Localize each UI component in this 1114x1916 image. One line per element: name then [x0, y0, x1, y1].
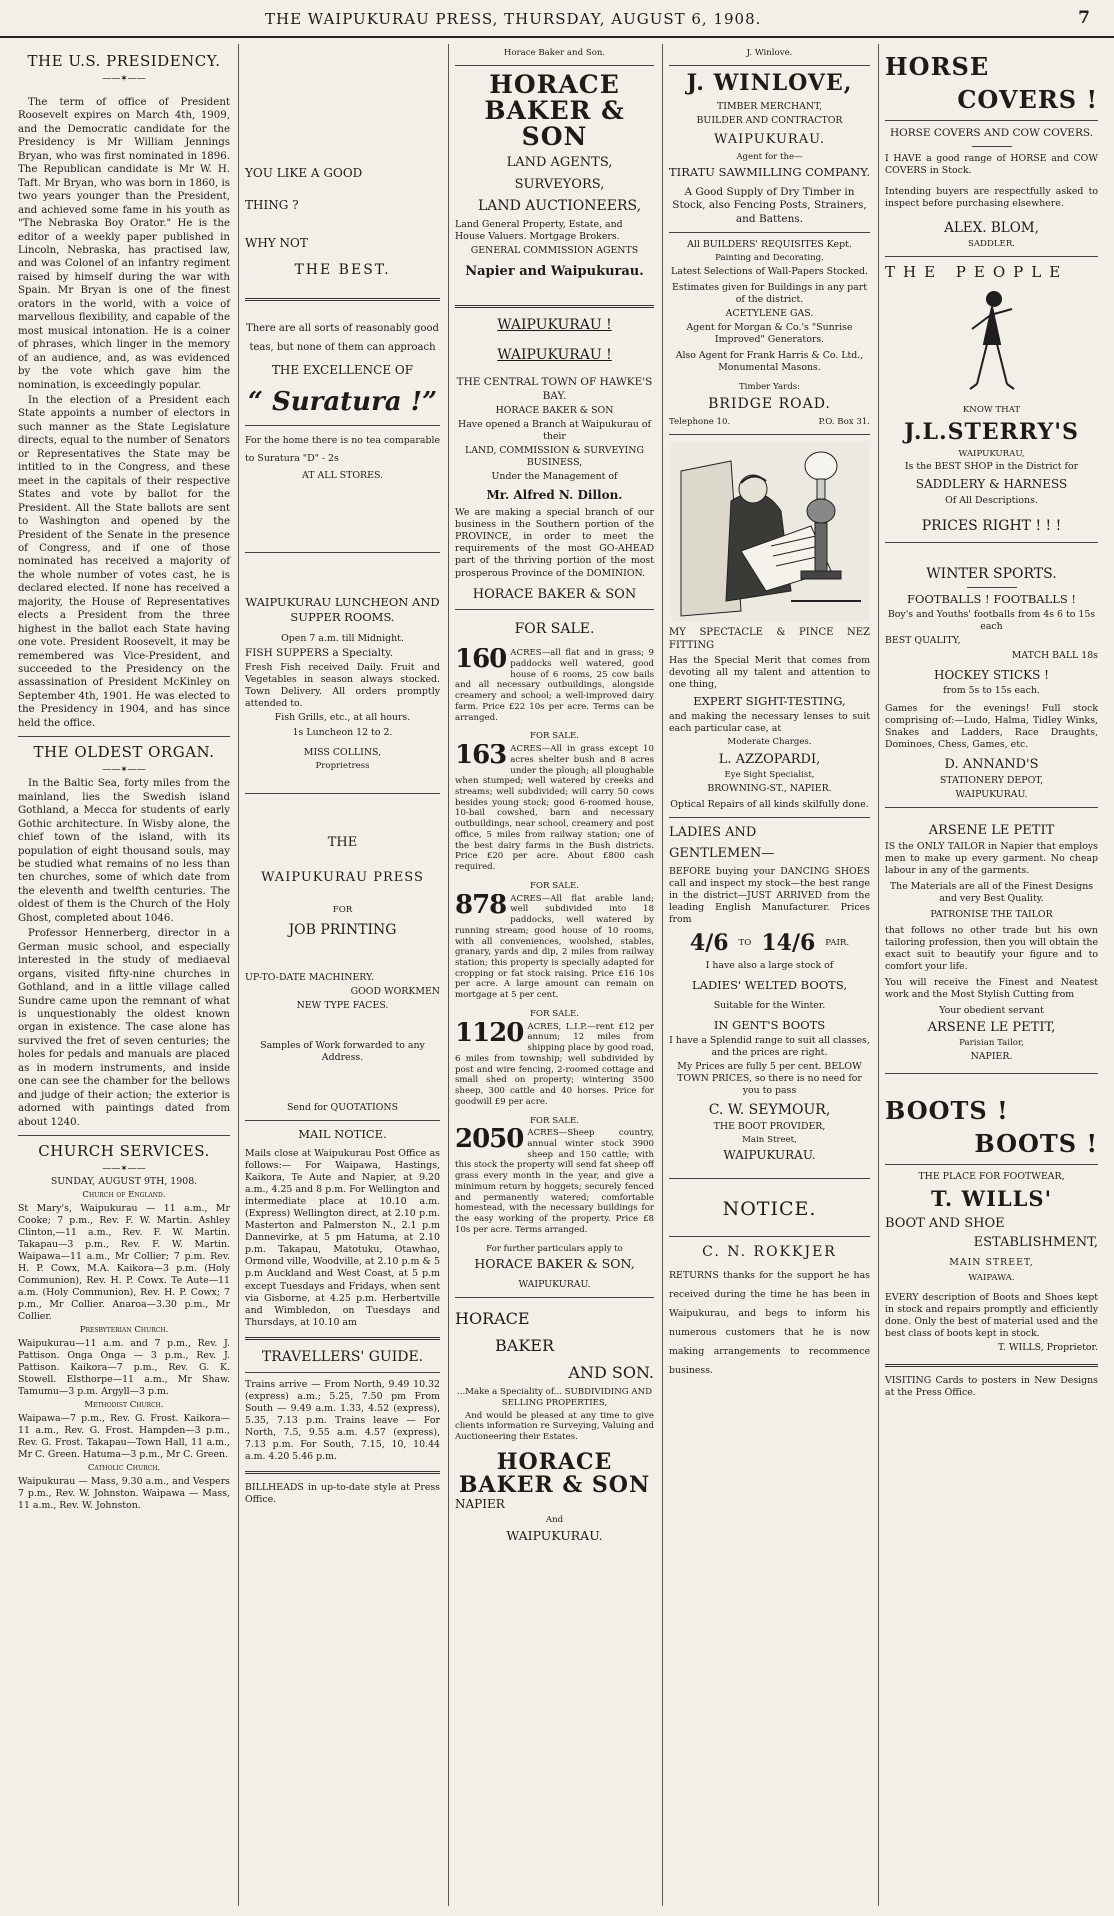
- ad-text: STATIONERY DEPOT,: [939, 774, 1044, 786]
- ad-text: SADDLERY & HARNESS: [915, 477, 1068, 492]
- ad-text: ARSENE LE PETIT,: [927, 1020, 1056, 1036]
- ad-heading: HORSE: [885, 52, 990, 81]
- divider: [972, 146, 1012, 147]
- ornament: ——✶——: [102, 74, 146, 84]
- ad-text: WAIPUKURAU,: [958, 448, 1025, 459]
- ad-text: BROWNING-ST., NAPIER.: [707, 782, 832, 794]
- church-heading: Presbyterian Church.: [79, 1325, 169, 1336]
- ad-text: KNOW THAT: [962, 404, 1021, 415]
- sale-item: [455, 1128, 654, 1237]
- ad-text: WAIPUKURAU.: [518, 1278, 591, 1290]
- ad-text: Send for QUOTATIONS: [286, 1101, 399, 1113]
- article-title-organ: THE OLDEST ORGAN.: [33, 743, 215, 762]
- divider: [885, 256, 1098, 257]
- ad-heading: WINTER SPORTS.: [926, 565, 1057, 582]
- ad-text: ...Make a Speciality of... SUBDIVIDING AND SELLING PROPERTIES,: [456, 1387, 653, 1408]
- press-name: WAIPUKURAU PRESS: [261, 870, 424, 886]
- column-1: [12, 44, 236, 1906]
- mail-notice-text: Mails close at Waipukurau Post Office as follows:— For Waipawa, Hastings, Kaikora, Te Aute and Napier, at 9.20 a.m., 4.25 and 8 p.m. For Wellington and intermediate place at 10.10 a.m. (Express) Wellington direct, at 2.10 p.m. Masterton and Palmerston N., 2.1 p.m Dannevirke, at 5 pm Hatuma, at 2.10 p.m. Takapau, Matotuku, Otawhao, Ormond ville, Woodville, at 2.10 p.m & 5 p.m Auckland and West Coast, at 5 p.m except Tuesdays and Fridays, when sent via Gisborne, at 4.25 p.m. Herbertville and Wimbledon, on Tuesdays and Thursdays, at 10.10 am: [245, 1148, 440, 1328]
- mail-notice-title: MAIL NOTICE.: [298, 1127, 387, 1141]
- ad-text: BRIDGE ROAD.: [708, 396, 831, 413]
- divider: [885, 120, 1098, 121]
- ad-label: J. Winlove.: [746, 48, 793, 58]
- ad-text: GENTLEMEN—: [669, 845, 775, 861]
- telephone: Telephone 10.: [669, 417, 731, 428]
- article-paragraph: The term of office of President Roosevelt expires on March 4th, 1909, and the Democratic candidate for the Presidency is Mr William Jennings Bryan, who was first nominated in 1896. The Republican candidate is Mr W. H. Taft. Mr Bryan, who was born in 1860, is two years younger than the President, and achieved some fame in his youth as "The Nebraska Boy Orator." He is the editor of a weekly paper published in Lincoln, Nebraska, has practised law, and was Colonel of an infantry regiment raised by himself during the war with Spain. Mr Bryan is one of the finest orators in the world, with a voice of marvellous flexibility, and capable of the most musical intonation. He is a coiner of phrases, which linger in the memory of an audience, and, as was evidenced by the vote which gave him the nomination, is exceedingly popular.: [18, 97, 230, 391]
- article-paragraph: In the election of a President each State appoints a number of electors in such manner as the State Legislature directs, equal to the number of Senators or Representatives the State may be intitled to in the Congress, and these meet in the capitals of their respective States and vote by ballot for the President. All the State ballots are sent to Washington and opened by the President of the Senate in the presence of Congress, and if one of those nominated has received a majority of the whole number of votes cast, he is declared elected. If none has received a majority, the House of Representatives elects a President from the three highest in the ballot each State having one vote. President Roosevelt, it may be remembered was Vice-President, and succeeded to the Presidency on the assassination of President McKinley on September 4th, 1901. He was elected to the Presidency in 1904, and has since held the office.: [18, 394, 230, 729]
- divider: [885, 1164, 1098, 1165]
- ad-text: FOOTBALLS ! FOOTBALLS !: [906, 592, 1077, 607]
- ad-text: T. WILLS, Proprietor.: [998, 1342, 1098, 1354]
- ad-text: NEW TYPE FACES.: [296, 999, 389, 1011]
- column-2: [238, 44, 446, 1906]
- billheads-notice: BILLHEADS in up-to-date style at Press Office.: [245, 1482, 440, 1506]
- ad-heading: BOOTS !: [974, 1129, 1098, 1159]
- ad-text: Also Agent for Frank Harris & Co. Ltd., Monumental Masons.: [675, 350, 864, 374]
- article-paragraph: In the Baltic Sea, forty miles from the mainland, lies the Swedish island Gothland, a Mecca for students of early Gothic architecture. In Wisby alone, the chief town of the island, with its population of eight thousand souls, may be studied what remains of no less than ten churches, some of which date from the eleventh and twelfth centuries. The oldest of them is the Church of the Holy Ghost, completed about 1046.: [18, 778, 230, 924]
- divider: [245, 298, 440, 301]
- ad-text: HORACE BAKER & SON: [495, 405, 614, 417]
- man-reading-illustration: [671, 441, 869, 621]
- horace-baker-name: HORACE BAKER & SON: [484, 69, 625, 152]
- sale-text: ACRES—Sheep country, annual winter stock 3900 sheep and 150 cattle; with this stock the property will send fat sheep off grass every month in the year, and give a minimum return by hoggets; securely fenced and permanently watered; comfortable homestead, with the necessary buildings for the easy working of the property. Price £8 10s per acre. Terms arranged.: [455, 1128, 654, 1235]
- man-illustration: [962, 289, 1022, 399]
- for-sale-heading: FOR SALE.: [529, 1008, 579, 1019]
- sterry-name: J.L.STERRY'S: [904, 418, 1079, 445]
- ad-text: ALEX. BLOM,: [944, 219, 1039, 236]
- sale-item: [455, 894, 654, 1003]
- divider: [18, 736, 230, 737]
- ad-text: I HAVE a good range of HORSE and COW COVERS in Stock.: [885, 153, 1098, 177]
- ad-text: Games for the evenings! Full stock comprising of:—Ludo, Halma, Tidley Winks, Snakes and Ladders, Race Draughts, Dominoes, Chess, Games, etc.: [885, 703, 1098, 751]
- ad-text: THING ?: [245, 197, 299, 212]
- ad-text: HORACE BAKER & SON: [472, 586, 637, 602]
- church-heading: Methodist Church.: [84, 1400, 164, 1411]
- ad-text: EVERY description of Boots and Shoes kept in stock and repairs promptly and efficiently done. Only the best of material used and the best class of boots kept in stock.: [885, 1292, 1098, 1340]
- ad-text: BOOT AND SHOE: [885, 1215, 1005, 1231]
- ad-text: HOCKEY STICKS !: [934, 667, 1049, 682]
- divider: [245, 1337, 440, 1340]
- ad-label: Horace Baker and Son.: [503, 48, 606, 58]
- divider: [885, 1364, 1098, 1367]
- ad-text: LAND AGENTS,: [506, 155, 613, 171]
- ad-heading: COVERS !: [957, 85, 1098, 114]
- ad-text: For further particulars apply to: [486, 1243, 623, 1254]
- divider: [18, 1135, 230, 1136]
- ad-text: Napier and Waipukurau.: [465, 264, 644, 280]
- ad-text: THE BOOT PROVIDER,: [713, 1121, 826, 1133]
- travellers-guide-text: Trains arrive — From North, 9.49 10.32 (express) a.m.; 5.25, 7.50 pm From South — 9.49 a.m. 1.33, 4.52 (express), 5.35, 7.13 p.m. Trains leave — For North, 7.5, 9.55 a.m. 4.57 (express), 7.13 p.m. For South, 7.15, 10, 10.44 a.m. 4.20 5.46 p.m.: [245, 1379, 440, 1463]
- for-sale-heading: FOR SALE.: [529, 1115, 579, 1126]
- ad-text: THE CENTRAL TOWN OF HAWKE'S BAY.: [456, 376, 653, 402]
- ad-text: WAIPUKURAU.: [955, 788, 1028, 800]
- ad-text: UP-TO-DATE MACHINERY.: [245, 971, 375, 983]
- ad-text: Of All Descriptions.: [945, 495, 1038, 507]
- ad-text: TIRATU SAWMILLING COMPANY.: [669, 164, 870, 179]
- ad-text: LAND AUCTIONEERS,: [477, 197, 642, 214]
- ad-text: MAIN STREET,: [949, 1257, 1034, 1269]
- divider: [245, 1372, 440, 1373]
- ad-text: Agent for Morgan & Co.'s "Sunrise Improved" Generators.: [686, 322, 853, 346]
- acreage: 163: [455, 744, 507, 771]
- ad-text: WAIPUKURAU.: [506, 1527, 603, 1543]
- divider: [967, 587, 1017, 588]
- column-5: [878, 44, 1104, 1906]
- divider: [245, 1471, 440, 1474]
- for-sale-heading: FOR SALE.: [529, 880, 579, 891]
- ad-text: EXPERT SIGHT-TESTING,: [693, 693, 846, 708]
- ad-text: The Materials are all of the Finest Designs and very Best Quality.: [889, 880, 1094, 905]
- divider: [455, 609, 654, 610]
- ad-text: GENERAL COMMISSION AGENTS: [470, 245, 639, 257]
- suratura-brand: “ Suratura !”: [247, 386, 438, 417]
- for-sale-heading: FOR SALE.: [514, 620, 595, 637]
- ad-text: IS the ONLY TAILOR in Napier that employs men to make up every garment. No cheap labour in any of the garments.: [885, 840, 1098, 876]
- church-heading: Catholic Church.: [87, 1462, 161, 1473]
- ad-text: BEFORE buying your DANCING SHOES call and inspect my stock—the best range in the district—JUST ARRIVED from the leading English Manufacturer. Prices from: [669, 866, 870, 926]
- ad-text: BUILDER AND CONTRACTOR: [696, 114, 843, 126]
- wills-name: T. WILLS': [930, 1186, 1053, 1212]
- church-listing: Waipukurau—11 a.m. and 7 p.m., Rev. J. Pattison. Onga Onga — 3 p.m., Rev. J. Pattison. Kaikora—7 p.m., Rev. G. K. Stowell. Elsthorpe—11 a.m., Mr Shaw. Tamumu—3 p.m. Argyll—3 p.m.: [18, 1337, 230, 1398]
- ad-text: THE EXCELLENCE OF: [271, 362, 414, 377]
- ad-text: L. AZZOPARDI,: [718, 751, 821, 767]
- ad-text: that follows no other trade but his own tailoring profession, then you will obtain the exact suit to beautify your figure and to comfort your life.: [885, 925, 1098, 973]
- ad-text: GOOD WORKMEN: [350, 985, 440, 997]
- divider: [245, 793, 440, 794]
- divider: [669, 434, 870, 435]
- for-sale-heading: FOR SALE.: [529, 731, 579, 742]
- ad-text: Intending buyers are respectfully asked to inspect before purchasing elsewhere.: [885, 185, 1098, 209]
- divider: [669, 817, 870, 818]
- ad-text: WHY NOT: [245, 235, 308, 250]
- divider: [455, 305, 654, 308]
- divider: [245, 425, 440, 426]
- ad-text: Eye Sight Specialist,: [724, 770, 815, 781]
- price-unit: PAIR.: [825, 937, 850, 948]
- ad-heading: ARSENE LE PETIT: [928, 822, 1055, 838]
- visiting-cards-notice: VISITING Cards to posters in New Designs at the Press Office.: [885, 1375, 1098, 1399]
- ad-text: You will receive the Finest and Neatest work and the Most Stylish Cutting from: [885, 977, 1098, 1001]
- divider: [669, 1236, 870, 1237]
- press-job-printing: JOB PRINTING: [288, 922, 397, 939]
- ad-text: Latest Selections of Wall-Papers Stocked.: [671, 266, 868, 278]
- ad-text: Under the Management of: [491, 471, 618, 483]
- sale-text: ACRES—All flat arable land; well subdivided into 18 paddocks, well watered by running stream; good house of 10 rooms, with all conveniences, woolshed, stables, granary, yards and dip, 2 miles from railway station; this property is specially adapted for cropping or fat stock raising. Price £16 10s per acre. A large amount can remain on mortgage at 5 per cent.: [455, 893, 654, 1001]
- divider: [245, 552, 440, 553]
- ad-text: MY SPECTACLE & PINCE NEZ FITTING: [669, 627, 870, 652]
- ad-text: FISH SUPPERS a Specialty.: [245, 646, 394, 659]
- church-heading: Church of England.: [82, 1190, 166, 1201]
- ad-text: ACETYLENE GAS.: [725, 308, 814, 320]
- church-listing: Waipawa—7 p.m., Rev. G. Frost. Kaikora—11 a.m., Rev. G. Frost. Hampden—3 p.m., Rev. G. Frost. Takapau—Town Hall, 11 a.m., Mr C. Green. Hatuma—3 p.m., Mr C. Green.: [18, 1412, 230, 1460]
- ad-text: My Prices are fully 5 per cent. BELOW TOWN PRICES, so there is no need for you to pass: [677, 1060, 862, 1096]
- ad-text: HORACE: [455, 1308, 530, 1328]
- ad-text: AT ALL STORES.: [301, 469, 384, 481]
- price-range: [669, 930, 870, 956]
- ad-heading: BOOTS !: [885, 1096, 1009, 1126]
- ad-text: And: [545, 1514, 564, 1525]
- divider: [885, 807, 1098, 808]
- article-paragraph: Professor Hennerberg, director in a German music school, and especially interested in the study of mediaeval organs, visited fifty-nine churches in Gothland, and in a little village called Sundre came upon the remnant of what is unquestionably the oldest known organ in existence. The case alone has survived the fret of seven centuries; the holes for pedals and manuals are placed as in modern instruments, and inside one can see the chamber for the bellows and judge of their action; the exterior is adorned with paintings dated from about 1240.: [18, 928, 230, 1128]
- ad-text: Parisian Tailor,: [959, 1038, 1024, 1049]
- acreage: 160: [455, 648, 507, 675]
- ad-text: WAIPUKURAU !: [497, 316, 612, 333]
- column-4: [662, 44, 876, 1906]
- ad-text: AND SON.: [568, 1363, 654, 1383]
- ad-text: HORACE BAKER & SON,: [474, 1256, 635, 1272]
- price-high: 14/6: [761, 930, 816, 957]
- ad-text: Open 7 a.m. till Midnight.: [281, 632, 404, 644]
- ad-text: ESTABLISHMENT,: [973, 1235, 1098, 1251]
- page-number: 7: [1078, 8, 1090, 28]
- notice-heading: NOTICE.: [722, 1197, 817, 1220]
- ad-text: Has the Special Merit that comes from devoting all my talent and attention to one thing,: [669, 654, 870, 690]
- ad-text: C. N. ROKKJER: [702, 1244, 837, 1260]
- ad-text: Is the BEST SHOP in the District for: [904, 461, 1079, 473]
- column-3: [448, 44, 660, 1906]
- acreage: 878: [455, 893, 507, 920]
- ad-text: LAND, COMMISSION & SURVEYING BUSINESS,: [465, 445, 644, 469]
- sale-item: [455, 648, 654, 725]
- divider: [455, 1297, 654, 1298]
- ad-text: Estimates given for Buildings in any part of the district.: [672, 282, 867, 306]
- church-listing: St Mary's, Waipukurau — 11 a.m., Mr Cooke; 7 p.m., Rev. F. W. Martin. Ashley Clinton,—11 a.m., Rev. F. W. Martin. Takapau—3 p.m., Rev. F. W. Martin. Waipawa—11 a.m., Mr Collier; 7 p.m. Rev. H. P. Cowx, M.A. Kaikora—3 p.m. (Holy Communion), Rev. H. P. Cowx. Te Aute—11 a.m. (Holy Communion), Rev. H. P. Cowx; 7 p.m., Mr Collier. Anaroa—3.30 p.m., Mr Collier.: [18, 1202, 230, 1323]
- ad-text: WAIPUKURAU.: [714, 131, 825, 147]
- ad-text: All BUILDERS' REQUISITES Kept.: [687, 239, 852, 251]
- ad-text: Timber Yards:: [738, 382, 801, 393]
- ad-text: WAIPUKURAU !: [497, 346, 612, 363]
- ad-text: LADIES AND: [669, 824, 757, 840]
- ad-text: LADIES' WELTED BOOTS,: [692, 978, 847, 993]
- ornament: ——✶——: [102, 1164, 146, 1175]
- ad-text: C. W. SEYMOUR,: [708, 1101, 831, 1118]
- divider: [669, 65, 870, 66]
- travellers-guide-title: TRAVELLERS' GUIDE.: [261, 1348, 424, 1365]
- church-listing: Waipukurau — Mass, 9.30 a.m., and Vespers 7 p.m., Rev. W. Johnston. Waipawa — Mass, 11 a.m., Rev. W. Johnston.: [18, 1475, 230, 1511]
- ad-text: Suitable for the Winter.: [713, 999, 826, 1011]
- ad-text: RETURNS thanks for the support he has received during the time he has been in Waipukurau, and begs to inform his numerous customers that he is now making arrangements to recommence business.: [669, 1270, 870, 1376]
- ad-text: SADDLER.: [967, 239, 1016, 250]
- price-to: TO: [738, 937, 752, 948]
- ad-text: Main Street,: [742, 1135, 797, 1146]
- po-box: P.O. Box 31.: [818, 417, 870, 428]
- sale-text: ACRES—All in grass except 10 acres shelter bush and 8 acres under the plough; all ploughable when stumped; well watered by creeks and streams; well subdivided; will carry 50 cows besides young stock; good 6-roomed house, 10-bail cowshed, barn and necessary outbuildings, near school, creamery and post office, 5 miles from railway station; one of the best dairy farms in the Bush districts. Price £20 per acre. About £800 cash required.: [455, 744, 654, 873]
- ad-text: D. ANNAND'S: [944, 756, 1039, 772]
- ad-text: MATCH BALL 18s: [1011, 649, 1098, 661]
- ad-text: THE PEOPLE: [885, 263, 1069, 282]
- ad-text: and making the necessary lenses to suit each particular case, at: [669, 711, 870, 735]
- ad-text: MISS COLLINS,: [303, 746, 382, 758]
- press-the: THE: [327, 835, 358, 851]
- newspaper-title: THE WAIPUKURAU PRESS, THURSDAY, AUGUST 6, 1908.: [265, 10, 762, 28]
- ad-text: There are all sorts of reasonably good teas, but none of them can approach: [246, 322, 439, 353]
- ad-text: Land General Property, Estate, and House Valuers. Mortgage Brokers.: [455, 219, 623, 243]
- ad-text: HORSE COVERS AND COW COVERS.: [889, 127, 1094, 139]
- horace-baker-name: HORACE BAKER & SON: [458, 1448, 651, 1498]
- divider: [885, 542, 1098, 543]
- ad-text: NAPIER.: [970, 1051, 1013, 1063]
- ad-text: WAIPAWA.: [968, 1273, 1015, 1284]
- article-title-church: CHURCH SERVICES.: [38, 1142, 210, 1161]
- ad-text: Painting and Decorating.: [715, 253, 824, 264]
- ad-text: Moderate Charges.: [727, 737, 812, 748]
- winlove-contact: [669, 417, 870, 428]
- ad-text: We are making a special branch of our business in the Southern portion of the PROVINCE, in order to meet the requirements of the most GO-AHEAD part of the thriving portion of the most prosperous Province of the DOMINION.: [455, 507, 654, 579]
- ad-text: PRICES RIGHT ! ! !: [921, 518, 1062, 535]
- ad-text: Your obedient servant: [939, 1005, 1044, 1017]
- church-date: SUNDAY, AUGUST 9TH, 1908.: [50, 1176, 198, 1188]
- ad-text: I have also a large stock of: [705, 960, 834, 972]
- sale-text: ACRES, L.I.P.—rent £12 per annum; 12 miles from shipping place by good road, 6 miles from township; well subdivided by post and wire fencing, 2-roomed cottage and small shed on property; wintering 3500 sheep, 300 cattle and 40 horses. Price for goodwill £9 per acre.: [455, 1021, 654, 1107]
- sale-item: [455, 744, 654, 875]
- ad-text: BEST QUALITY,: [885, 635, 961, 647]
- ad-text: Optical Repairs of all kinds skilfully done.: [670, 798, 869, 810]
- acreage: 1120: [455, 1021, 524, 1048]
- ad-text: NAPIER: [455, 1497, 505, 1512]
- ad-text: Fresh Fish received Daily. Fruit and Vegetables in season always stocked. Town Delivery. All orders promptly attended to.: [245, 662, 440, 710]
- ad-text: And would be pleased at any time to give clients information re Surveying, Valuing and Auctioneering their Estates.: [455, 1410, 654, 1443]
- ad-text: IN GENT'S BOOTS: [713, 1017, 826, 1032]
- ad-text: THE BEST.: [294, 262, 391, 279]
- ad-text: SURVEYORS,: [514, 176, 605, 192]
- divider: [245, 1120, 440, 1121]
- masthead: [0, 0, 1114, 38]
- ad-text: PATRONISE THE TAILOR: [930, 909, 1053, 921]
- article-title-presidency: THE U.S. PRESIDENCY.: [27, 52, 221, 70]
- sale-text: ACRES—all flat and in grass; 9 paddocks well watered, good house of 6 rooms, 25 cow bails and all necessary outbuildings, alongside creamery and school; a well-improved dairy farm. Price £22 10s per acre. Terms can be arranged.: [455, 648, 654, 723]
- ad-text: TIMBER MERCHANT,: [716, 100, 822, 112]
- ad-text: WAIPUKURAU.: [723, 1148, 816, 1163]
- ad-text: I have a Splendid range to suit all classes, and the prices are right.: [669, 1034, 870, 1058]
- ad-text: Fish Grills, etc., at all hours.: [274, 712, 411, 724]
- price-low: 4/6: [689, 930, 729, 957]
- divider: [885, 1073, 1098, 1074]
- ad-text: Proprietress: [315, 760, 370, 771]
- ad-text: 1s Luncheon 12 to 2.: [292, 726, 393, 738]
- divider: [669, 232, 870, 233]
- sale-item: [455, 1022, 654, 1110]
- ad-text: Boy's and Youths' footballs from 4s 6 to 15s each: [887, 609, 1096, 633]
- acreage: 2050: [455, 1128, 524, 1155]
- ad-text: A Good Supply of Dry Timber in Stock, also Fencing Posts, Strainers, and Battens.: [672, 185, 867, 225]
- ad-text: Agent for the—: [736, 152, 803, 163]
- ad-text: Mr. Alfred N. Dillon.: [486, 487, 623, 502]
- ad-text: from 5s to 15s each.: [943, 685, 1040, 697]
- press-for: FOR: [332, 904, 353, 915]
- divider: [455, 65, 654, 66]
- ad-text: For the home there is no tea comparable to Suratura "D" - 2s: [245, 434, 440, 464]
- ad-text: BAKER: [495, 1335, 554, 1355]
- ad-text: Have opened a Branch at Waipukurau of their: [458, 419, 651, 443]
- winlove-name: J. WINLOVE,: [686, 69, 853, 96]
- ad-text: Samples of Work forwarded to any Address.: [260, 1039, 425, 1063]
- ad-heading: WAIPUKURAU LUNCHEON AND SUPPER ROOMS.: [245, 594, 440, 624]
- ornament: ——✶——: [102, 765, 146, 776]
- divider: [669, 1178, 870, 1179]
- ad-text: YOU LIKE A GOOD: [245, 166, 363, 180]
- ad-text: THE PLACE FOR FOOTWEAR,: [918, 1171, 1065, 1183]
